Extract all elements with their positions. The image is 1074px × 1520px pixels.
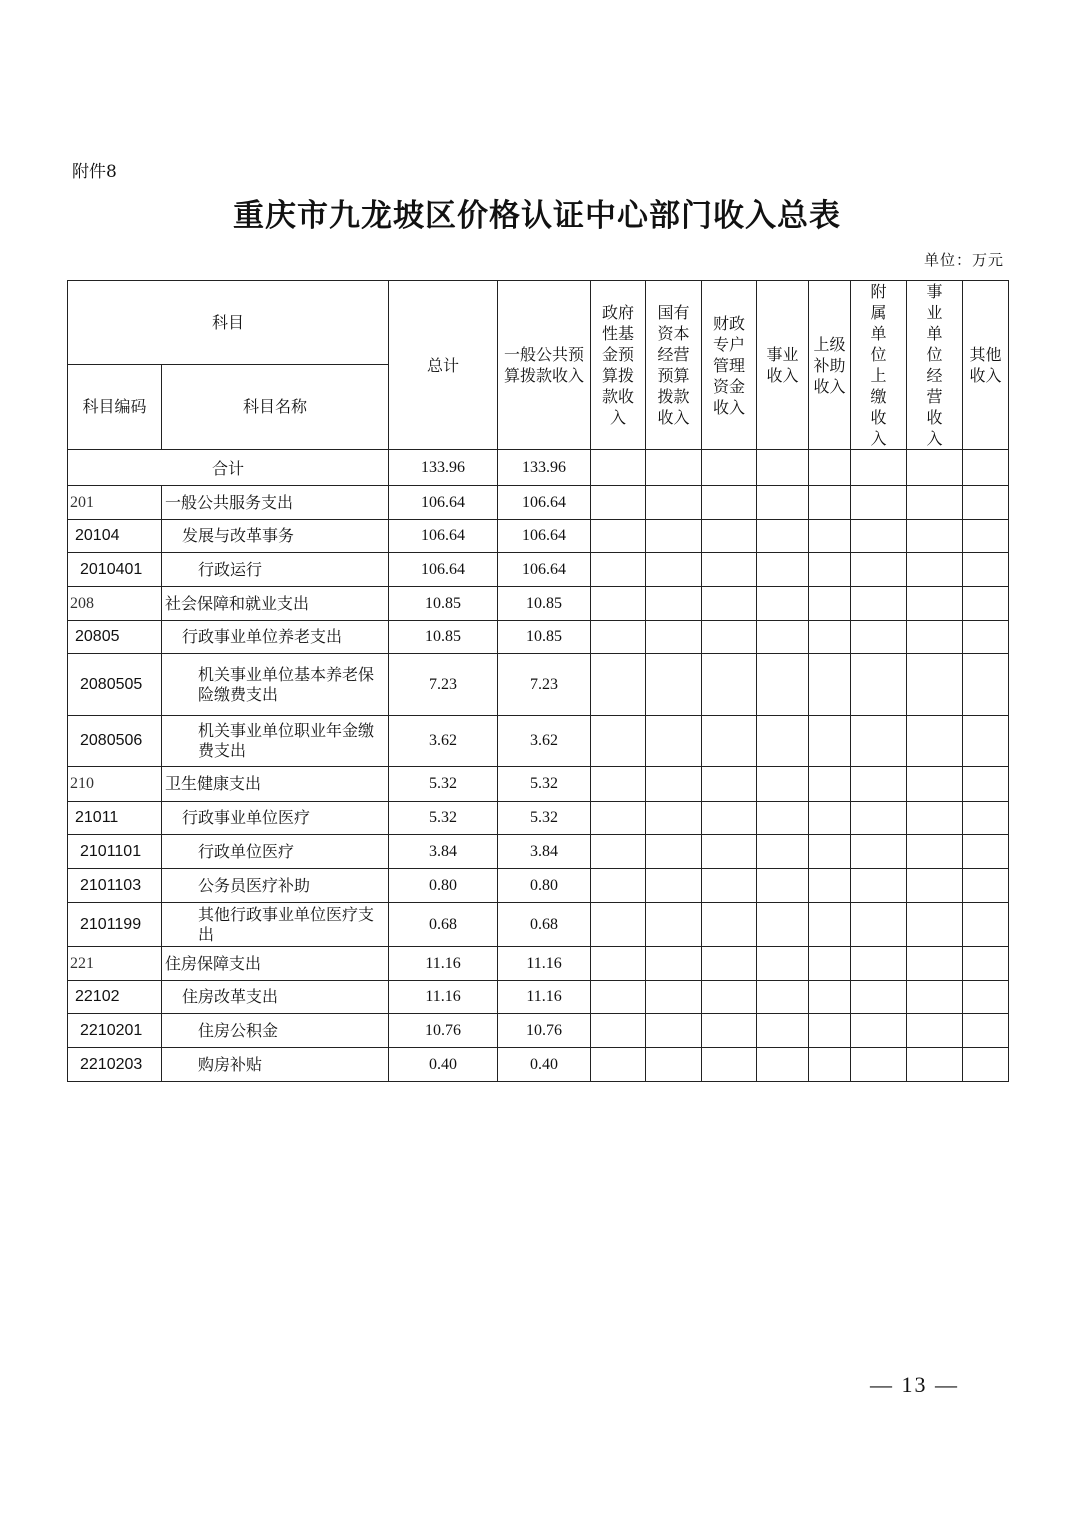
subject-code: 2080506 (68, 716, 162, 767)
empty-cell (851, 1048, 907, 1082)
empty-cell (851, 716, 907, 767)
table-row (68, 903, 1009, 947)
empty-cell (646, 802, 702, 835)
empty-cell (851, 835, 907, 869)
header-higher-subsidy: 上级补助收入 (809, 281, 851, 450)
header-gov-fund: 政府性基金预算拨款收入 (591, 281, 646, 450)
table-row (68, 654, 1009, 716)
empty-cell (702, 869, 757, 903)
table-row (68, 1014, 1009, 1048)
total-value: 106.64 (389, 486, 498, 520)
empty-cell (907, 802, 963, 835)
empty-cell (907, 654, 963, 716)
empty-cell (591, 981, 646, 1014)
empty-cell (907, 520, 963, 553)
page-title: 重庆市九龙坡区价格认证中心部门收入总表 (233, 198, 841, 234)
unit-label: 单位：万元 (923, 251, 1004, 269)
subject-name: 其他行政事业单位医疗支出 (162, 903, 389, 947)
subject-code: 2101101 (68, 835, 162, 869)
empty-cell (646, 654, 702, 716)
empty-cell (963, 621, 1009, 654)
empty-cell (702, 486, 757, 520)
table-row (68, 621, 1009, 654)
empty-cell (646, 903, 702, 947)
empty-cell (851, 981, 907, 1014)
subject-name: 一般公共服务支出 (162, 486, 389, 520)
empty-cell (809, 587, 851, 621)
total-value: 11.16 (389, 947, 498, 981)
header-business-income: 事业收入 (757, 281, 809, 450)
empty-cell (851, 654, 907, 716)
subject-name: 机关事业单位基本养老保险缴费支出 (162, 654, 389, 716)
empty-cell (702, 654, 757, 716)
subject-code: 208 (68, 587, 162, 621)
total-value: 0.80 (389, 869, 498, 903)
subject-code: 2210201 (68, 1014, 162, 1048)
header-total: 总计 (389, 281, 498, 450)
table-row (68, 520, 1009, 553)
subject-name: 发展与改革事务 (162, 520, 389, 553)
empty-cell (591, 802, 646, 835)
empty-cell (851, 587, 907, 621)
empty-cell (809, 553, 851, 587)
empty-cell (809, 716, 851, 767)
subject-code: 2010401 (68, 553, 162, 587)
general-budget-value: 106.64 (498, 520, 591, 553)
general-budget-value: 11.16 (498, 981, 591, 1014)
empty-cell (907, 1014, 963, 1048)
total-value: 7.23 (389, 654, 498, 716)
empty-cell (591, 903, 646, 947)
subject-name: 公务员医疗补助 (162, 869, 389, 903)
empty-cell (851, 553, 907, 587)
total-value: 3.62 (389, 716, 498, 767)
subject-code: 21011 (68, 802, 162, 835)
empty-cell (757, 869, 809, 903)
table-row (68, 486, 1009, 520)
table-row (68, 587, 1009, 621)
empty-cell (809, 947, 851, 981)
empty-cell (757, 947, 809, 981)
total-value: 3.84 (389, 835, 498, 869)
general-budget-value: 5.32 (498, 802, 591, 835)
empty-cell (702, 520, 757, 553)
table-row (68, 802, 1009, 835)
empty-cell (591, 1014, 646, 1048)
empty-cell (757, 767, 809, 802)
total-value: 0.40 (389, 1048, 498, 1082)
subject-name: 行政单位医疗 (162, 835, 389, 869)
empty-cell (702, 587, 757, 621)
table-row (68, 553, 1009, 587)
subject-name: 行政事业单位养老支出 (162, 621, 389, 654)
empty-cell (646, 947, 702, 981)
subject-name: 购房补贴 (162, 1048, 389, 1082)
subject-code: 221 (68, 947, 162, 981)
empty-cell (963, 1048, 1009, 1082)
empty-cell (591, 716, 646, 767)
empty-cell (646, 553, 702, 587)
total-value: 5.32 (389, 767, 498, 802)
total-value: 11.16 (389, 981, 498, 1014)
subject-code: 201 (68, 486, 162, 520)
empty-cell (907, 767, 963, 802)
header-fiscal-special: 财政专户管理资金收入 (702, 281, 757, 450)
empty-cell (851, 520, 907, 553)
general-budget-value: 0.68 (498, 903, 591, 947)
empty-cell (757, 450, 809, 486)
attachment-label: 附件8 (72, 162, 117, 182)
income-table (67, 280, 1009, 1082)
empty-cell (963, 767, 1009, 802)
empty-cell (646, 869, 702, 903)
total-label: 合计 (68, 450, 389, 486)
empty-cell (963, 553, 1009, 587)
empty-cell (646, 716, 702, 767)
empty-cell (907, 486, 963, 520)
empty-cell (963, 716, 1009, 767)
empty-cell (757, 621, 809, 654)
empty-cell (702, 802, 757, 835)
empty-cell (907, 553, 963, 587)
empty-cell (591, 654, 646, 716)
general-budget-value: 0.40 (498, 1048, 591, 1082)
empty-cell (591, 947, 646, 981)
subject-name: 行政事业单位医疗 (162, 802, 389, 835)
empty-cell (963, 486, 1009, 520)
empty-cell (963, 903, 1009, 947)
subject-name: 住房改革支出 (162, 981, 389, 1014)
empty-cell (591, 621, 646, 654)
table-row (68, 869, 1009, 903)
empty-cell (963, 450, 1009, 486)
empty-cell (702, 1014, 757, 1048)
empty-cell (907, 587, 963, 621)
empty-cell (757, 1048, 809, 1082)
general-budget-value: 3.62 (498, 716, 591, 767)
empty-cell (907, 869, 963, 903)
empty-cell (963, 947, 1009, 981)
empty-cell (757, 486, 809, 520)
empty-cell (809, 903, 851, 947)
subject-code: 22102 (68, 981, 162, 1014)
subject-code: 2101199 (68, 903, 162, 947)
header-state-capital: 国有资本经营预算拨款收入 (646, 281, 702, 450)
total-value: 106.64 (389, 520, 498, 553)
empty-cell (907, 835, 963, 869)
empty-cell (702, 835, 757, 869)
empty-cell (591, 450, 646, 486)
table-row (68, 767, 1009, 802)
empty-cell (963, 654, 1009, 716)
empty-cell (702, 450, 757, 486)
subject-name: 住房公积金 (162, 1014, 389, 1048)
empty-cell (591, 553, 646, 587)
general-budget-value: 10.76 (498, 1014, 591, 1048)
empty-cell (809, 1014, 851, 1048)
empty-cell (963, 981, 1009, 1014)
empty-cell (963, 835, 1009, 869)
subject-code: 2101103 (68, 869, 162, 903)
subject-code: 2080505 (68, 654, 162, 716)
empty-cell (646, 767, 702, 802)
empty-cell (809, 767, 851, 802)
empty-cell (907, 1048, 963, 1082)
empty-cell (702, 716, 757, 767)
empty-cell (591, 835, 646, 869)
empty-cell (907, 981, 963, 1014)
empty-cell (591, 1048, 646, 1082)
general-budget-value: 7.23 (498, 654, 591, 716)
general-budget-value: 10.85 (498, 587, 591, 621)
empty-cell (702, 981, 757, 1014)
header-subject: 科目 (68, 281, 389, 365)
empty-cell (907, 621, 963, 654)
table-row (68, 981, 1009, 1014)
total-value: 0.68 (389, 903, 498, 947)
total-value: 10.76 (389, 1014, 498, 1048)
total-general-budget: 133.96 (498, 450, 591, 486)
empty-cell (591, 486, 646, 520)
empty-cell (851, 869, 907, 903)
total-value: 106.64 (389, 553, 498, 587)
empty-cell (851, 767, 907, 802)
empty-cell (963, 587, 1009, 621)
empty-cell (757, 835, 809, 869)
empty-cell (851, 486, 907, 520)
empty-cell (757, 903, 809, 947)
empty-cell (809, 520, 851, 553)
empty-cell (702, 947, 757, 981)
header-other-income: 其他收入 (963, 281, 1009, 450)
empty-cell (646, 981, 702, 1014)
total-amount: 133.96 (389, 450, 498, 486)
empty-cell (757, 1014, 809, 1048)
empty-cell (907, 716, 963, 767)
empty-cell (757, 587, 809, 621)
subject-name: 住房保障支出 (162, 947, 389, 981)
header-subject-code: 科目编码 (68, 364, 162, 449)
general-budget-value: 5.32 (498, 767, 591, 802)
total-value: 5.32 (389, 802, 498, 835)
subject-code: 2210203 (68, 1048, 162, 1082)
header-general-budget: 一般公共预算拨款收入 (498, 281, 591, 450)
empty-cell (809, 486, 851, 520)
empty-cell (809, 654, 851, 716)
page-number: — 13 — (870, 1372, 959, 1397)
total-row (68, 450, 1009, 486)
empty-cell (646, 450, 702, 486)
empty-cell (963, 1014, 1009, 1048)
total-value: 10.85 (389, 587, 498, 621)
table-row (68, 1048, 1009, 1082)
empty-cell (907, 450, 963, 486)
empty-cell (809, 621, 851, 654)
empty-cell (591, 587, 646, 621)
empty-cell (757, 553, 809, 587)
empty-cell (646, 621, 702, 654)
total-value: 10.85 (389, 621, 498, 654)
header-business-operation: 事业单位经营收入 (907, 281, 963, 450)
empty-cell (646, 1048, 702, 1082)
empty-cell (851, 1014, 907, 1048)
empty-cell (757, 981, 809, 1014)
empty-cell (809, 835, 851, 869)
empty-cell (851, 903, 907, 947)
empty-cell (591, 869, 646, 903)
subject-name: 社会保障和就业支出 (162, 587, 389, 621)
empty-cell (646, 486, 702, 520)
header-subject-name: 科目名称 (162, 364, 389, 449)
empty-cell (591, 767, 646, 802)
empty-cell (646, 1014, 702, 1048)
empty-cell (809, 869, 851, 903)
table-row (68, 835, 1009, 869)
empty-cell (646, 587, 702, 621)
general-budget-value: 3.84 (498, 835, 591, 869)
empty-cell (591, 520, 646, 553)
table-row (68, 716, 1009, 767)
empty-cell (702, 553, 757, 587)
empty-cell (702, 767, 757, 802)
empty-cell (809, 1048, 851, 1082)
empty-cell (851, 621, 907, 654)
empty-cell (963, 520, 1009, 553)
empty-cell (757, 520, 809, 553)
empty-cell (963, 869, 1009, 903)
subject-name: 行政运行 (162, 553, 389, 587)
empty-cell (646, 835, 702, 869)
empty-cell (851, 802, 907, 835)
subject-code: 20805 (68, 621, 162, 654)
empty-cell (809, 450, 851, 486)
empty-cell (907, 903, 963, 947)
empty-cell (963, 802, 1009, 835)
header-affiliated-paid: 附属单位上缴收入 (851, 281, 907, 450)
empty-cell (702, 1048, 757, 1082)
subject-name: 卫生健康支出 (162, 767, 389, 802)
table-row (68, 947, 1009, 981)
empty-cell (757, 716, 809, 767)
general-budget-value: 106.64 (498, 553, 591, 587)
general-budget-value: 0.80 (498, 869, 591, 903)
general-budget-value: 11.16 (498, 947, 591, 981)
subject-code: 210 (68, 767, 162, 802)
general-budget-value: 106.64 (498, 486, 591, 520)
general-budget-value: 10.85 (498, 621, 591, 654)
empty-cell (809, 802, 851, 835)
empty-cell (702, 621, 757, 654)
empty-cell (646, 520, 702, 553)
empty-cell (757, 654, 809, 716)
empty-cell (809, 981, 851, 1014)
empty-cell (851, 947, 907, 981)
empty-cell (851, 450, 907, 486)
empty-cell (757, 802, 809, 835)
subject-code: 20104 (68, 520, 162, 553)
empty-cell (907, 947, 963, 981)
empty-cell (702, 903, 757, 947)
subject-name: 机关事业单位职业年金缴费支出 (162, 716, 389, 767)
